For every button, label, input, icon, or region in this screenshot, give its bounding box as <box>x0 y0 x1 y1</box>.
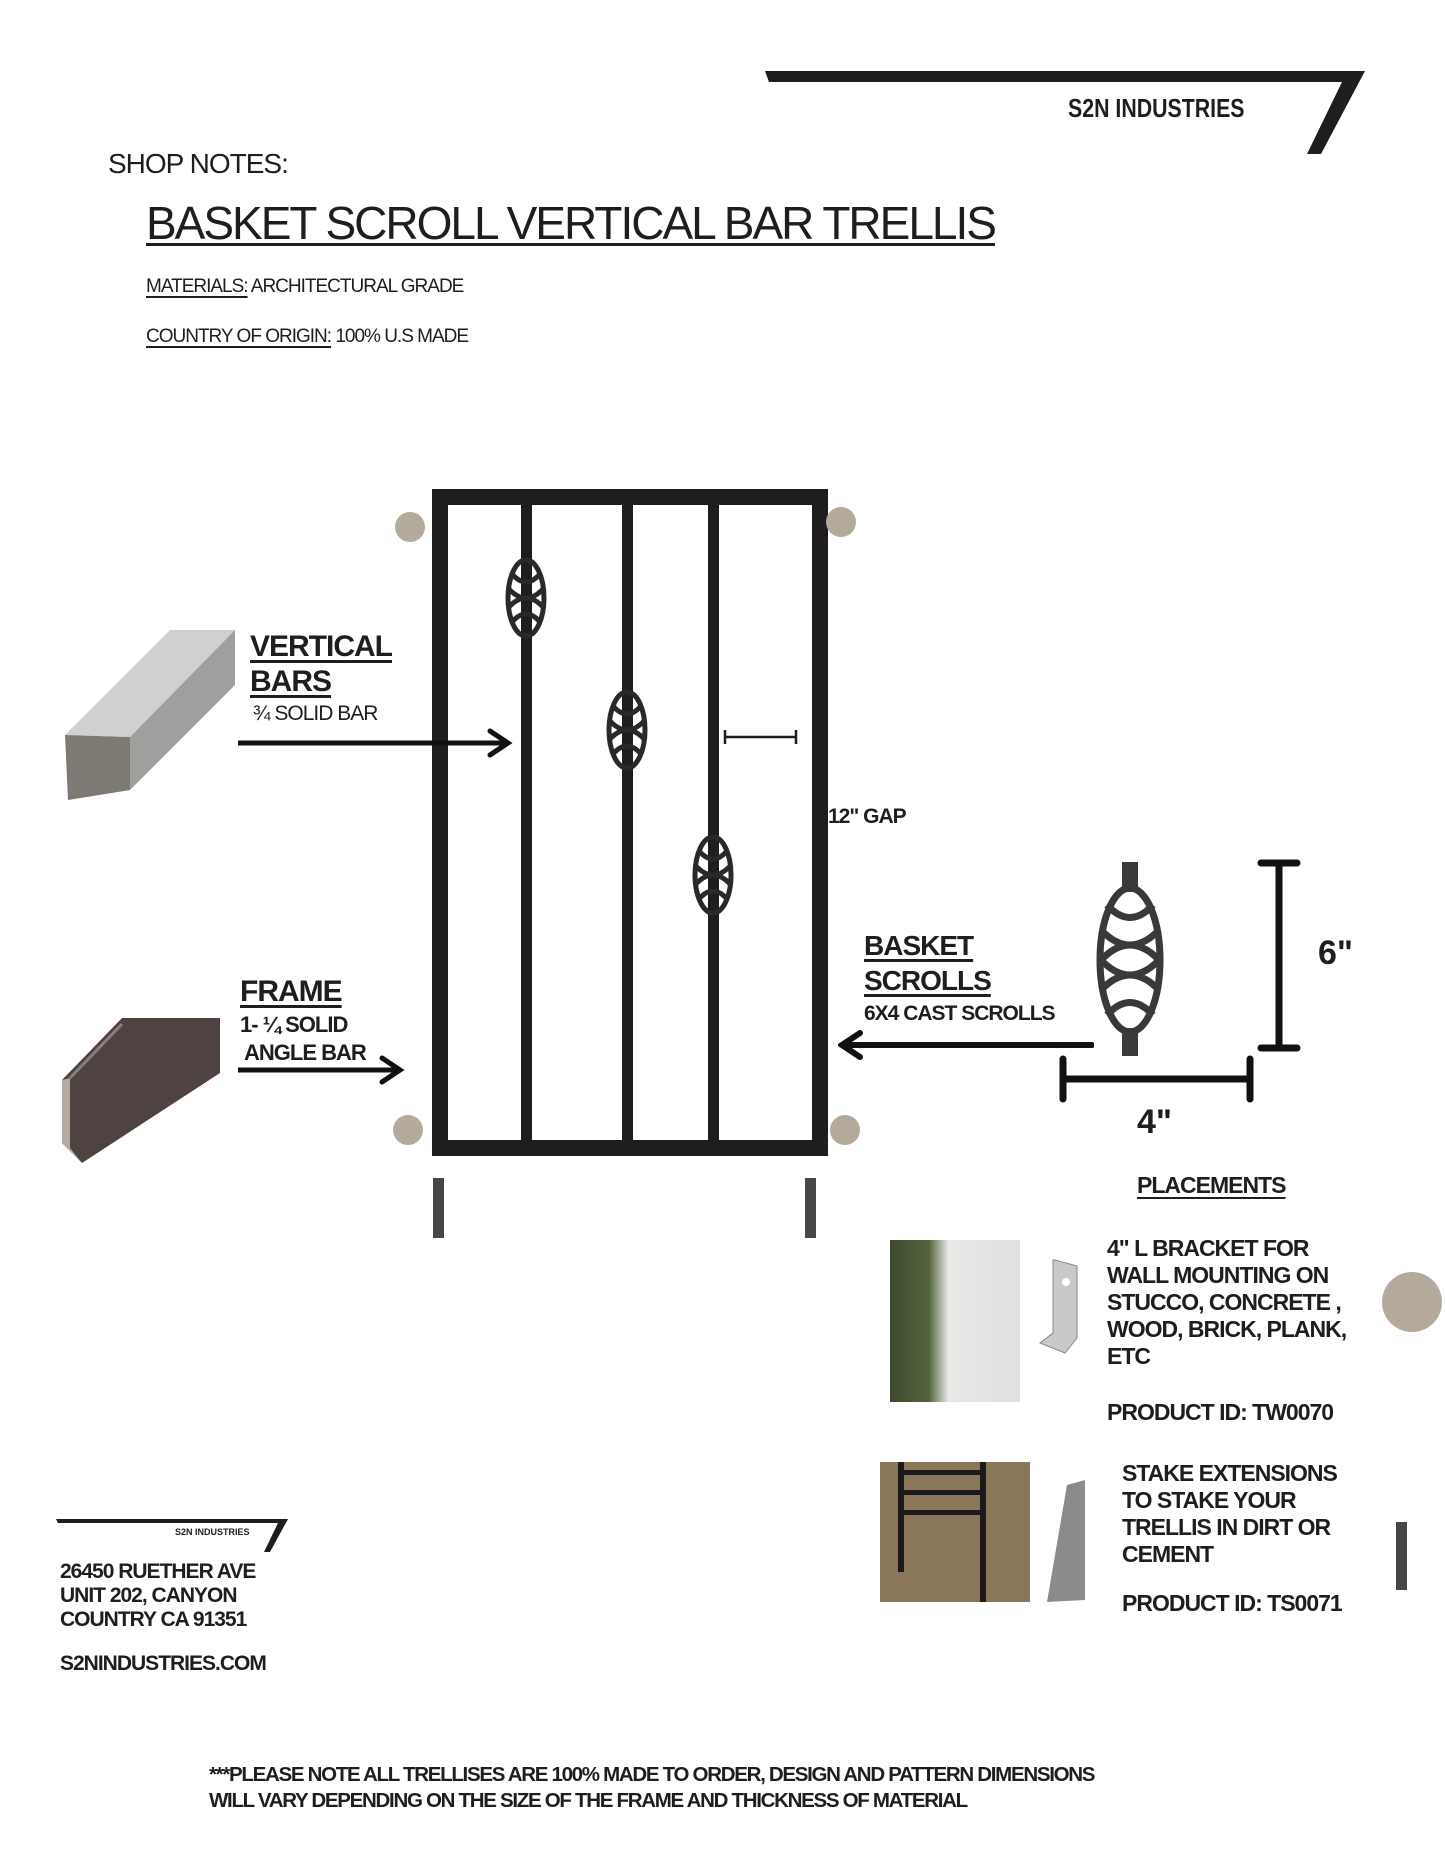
bracket-product-id: PRODUCT ID: TW0070 <box>1107 1399 1334 1425</box>
basket-scrolls-spec: 6X4 CAST SCROLLS <box>864 1002 1055 1025</box>
width-dimension-label: 4" <box>1137 1103 1173 1141</box>
address-line: COUNTRY CA 91351 <box>60 1608 247 1631</box>
bracket-line: WOOD, BRICK, PLANK, <box>1107 1316 1347 1342</box>
bracket-description <box>1107 1235 1346 1370</box>
height-dimension <box>1255 858 1305 1058</box>
stake-description <box>1122 1460 1337 1568</box>
placements-heading: PLACEMENTS <box>1137 1172 1286 1198</box>
arrow-right-icon <box>238 728 518 758</box>
vertical-bars-title-2: BARS <box>250 665 332 698</box>
header-logo-bar <box>765 68 1365 158</box>
vertical-bars-spec: ¾ SOLID BAR <box>253 702 378 725</box>
bracket-line: ETC <box>1107 1343 1150 1369</box>
shop-notes-label: SHOP NOTES: <box>108 148 288 179</box>
mount-dot-placement <box>1382 1272 1442 1332</box>
stake-photo <box>880 1462 1030 1602</box>
bracket-line: STUCCO, CONCRETE , <box>1107 1289 1341 1315</box>
materials-label: MATERIALS: <box>146 276 248 297</box>
gap-label: 12" GAP <box>828 805 906 828</box>
frame-spec-1: 1- ¼ SOLID <box>240 1012 348 1037</box>
header-brand: S2N INDUSTRIES <box>1068 93 1245 123</box>
mount-dot-bottom-left <box>393 1115 423 1145</box>
wall-bracket-photo <box>890 1240 1020 1402</box>
materials-line <box>146 276 463 298</box>
page-title: BASKET SCROLL VERTICAL BAR TRELLIS <box>146 197 995 249</box>
angle-bar-image <box>62 1018 222 1168</box>
arrow-right-icon <box>238 1055 408 1085</box>
footer-address <box>60 1560 255 1632</box>
stake-line: TRELLIS IN DIRT OR <box>1122 1514 1331 1540</box>
basket-scroll-image <box>1095 860 1165 1060</box>
stake-sample-bar <box>1396 1522 1407 1590</box>
materials-value: ARCHITECTURAL GRADE <box>247 276 464 297</box>
bracket-line: 4" L BRACKET FOR <box>1107 1235 1309 1261</box>
note-line-2: WILL VARY DEPENDING ON THE SIZE OF THE FRAME AND THICKNESS OF MATERIAL <box>209 1789 967 1812</box>
frame-stake-right <box>805 1178 816 1238</box>
basket-scrolls-title-1: BASKET <box>864 930 974 961</box>
website-link[interactable]: S2NINDUSTRIES.COM <box>60 1652 266 1675</box>
stake-line: CEMENT <box>1122 1541 1214 1567</box>
arrow-left-icon <box>838 1030 1094 1060</box>
stake-extension-image <box>1045 1480 1090 1605</box>
vertical-bars-title-1: VERTICAL <box>250 630 392 663</box>
stake-line: STAKE EXTENSIONS <box>1122 1460 1337 1486</box>
origin-line <box>146 326 468 348</box>
note-line-1: ***PLEASE NOTE ALL TRELLISES ARE 100% MADE TO ORDER, DESIGN AND PATTERN DIMENSIONS <box>209 1763 1095 1786</box>
mount-dot-top-left <box>395 512 425 542</box>
width-dimension <box>1058 1055 1258 1105</box>
origin-label: COUNTRY OF ORIGIN: <box>146 326 332 347</box>
basket-scrolls-title-2: SCROLLS <box>864 965 991 996</box>
frame-spec-2: ANGLE BAR <box>244 1040 366 1065</box>
footer-brand-small: S2N INDUSTRIES <box>175 1527 250 1537</box>
mount-dot-top-right <box>826 507 856 537</box>
footer-note <box>209 1762 1094 1814</box>
frame-title: FRAME <box>240 975 342 1008</box>
height-dimension-label: 6" <box>1318 934 1354 972</box>
footer-logo-bar <box>56 1518 288 1554</box>
trellis-diagram <box>420 480 840 1240</box>
l-bracket-image <box>1035 1258 1080 1358</box>
address-line: UNIT 202, CANYON <box>60 1584 237 1607</box>
square-bar-image <box>60 625 240 815</box>
stake-line: TO STAKE YOUR <box>1122 1487 1296 1513</box>
frame-stake-left <box>433 1178 444 1238</box>
mount-dot-bottom-right <box>830 1115 860 1145</box>
address-line: 26450 RUETHER AVE <box>60 1560 256 1583</box>
origin-value: 100% U.S MADE <box>331 326 469 347</box>
stake-product-id: PRODUCT ID: TS0071 <box>1122 1590 1342 1616</box>
bracket-line: WALL MOUNTING ON <box>1107 1262 1329 1288</box>
